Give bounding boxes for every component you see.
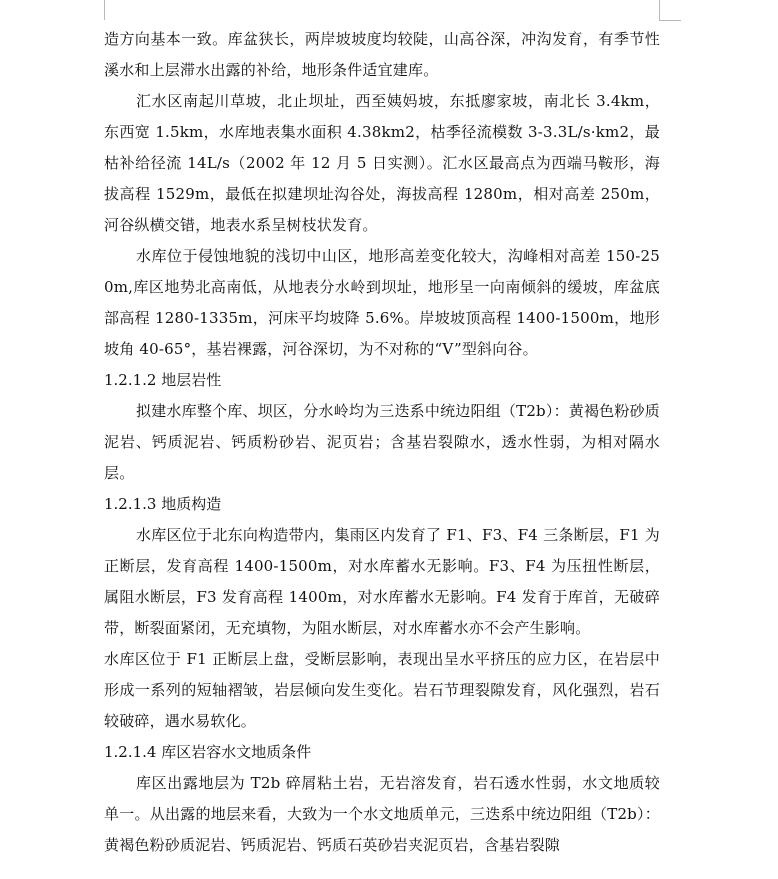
paragraph-catchment-area: 汇水区南起川草坡，北止坝址，西至姨妈坡，东抵廖家坡，南北长 3.4km，东西宽 1.5km，水库地表集水面积 4.38km2，枯季径流模数 3-3.3L/s·km2，最枯补给径流 14L/s（2002 年 12 月 5 日实测）。汇水区最高点为西端马鞍形，海拔高程 1529m，最低在拟建坝址沟谷处，海拔高程 1280m，相对高差 250m，河谷纵横交错，地表水系呈树枝状发育。 [104, 92, 660, 234]
heading-strata-lithology: 1.2.1.2 地层岩性 [104, 371, 222, 389]
paragraph-hydrogeology: 库区出露地层为 T2b 碎屑粘土岩，无岩溶发育，岩石透水性弱，水文地质较单一。从出露的地层来看，大致为一个水文地质单元，三迭系中统边阳组（T2b）：黄褐色粉砂质泥岩、钙质泥岩、钙质石英砂岩夹泥页岩，含基岩裂隙 [104, 774, 660, 854]
paragraph-faults: 水库区位于北东向构造带内，集雨区内发育了 F1、F3、F4 三条断层，F1 为正断层，发育高程 1400-1500m，对水库蓄水无影响。F3、F4 为压扭性断层，属阻水断层，F3 发育高程 1400m，对水库蓄水无影响。F4 发育于库首，无破碎带，断裂面紧闭，无充填物，为阻水断层，对水库蓄水亦不会产生影响。 [104, 526, 660, 637]
paragraph-terrain: 水库位于侵蚀地貌的浅切中山区，地形高差变化较大，沟峰相对高差 150-250m,库区地势北高南低，从地表分水岭到坝址，地形呈一向南倾斜的缓坡，库盆底部高程 1280-1335m，河床平均坡降 5.6%。岸坡坡顶高程 1400-1500m，地形坡角 40-65°，基岩裸露，河谷深切，为不对称的“V”型斜向谷。 [104, 247, 660, 358]
crop-mark-top-right-vertical [659, 0, 660, 20]
paragraph-reservoir-shape: 造方向基本一致。库盆狭长，两岸坡坡度均较陡，山高谷深，冲沟发育，有季节性溪水和上层滞水出露的补给，地形条件适宜建库。 [104, 30, 660, 79]
heading-geological-structure: 1.2.1.3 地质构造 [104, 495, 222, 513]
crop-mark-top-left [104, 0, 105, 20]
paragraph-stress-zone: 水库区位于 F1 正断层上盘，受断层影响，表现出呈水平挤压的应力区，在岩层中形成一系列的短轴褶皱，岩层倾向发生变化。岩石节理裂隙发育，风化强烈，岩石较破碎，遇水易软化。 [104, 650, 660, 730]
paragraph-strata-lithology: 拟建水库整个库、坝区，分水岭均为三迭系中统边阳组（T2b）：黄褐色粉砂质泥岩、钙质泥岩、钙质粉砂岩、泥页岩；含基岩裂隙水，透水性弱，为相对隔水层。 [104, 402, 660, 482]
heading-hydrogeology: 1.2.1.4 库区岩容水文地质条件 [104, 743, 312, 761]
crop-mark-top-right-horizontal [659, 20, 681, 21]
document-body [104, 24, 660, 861]
